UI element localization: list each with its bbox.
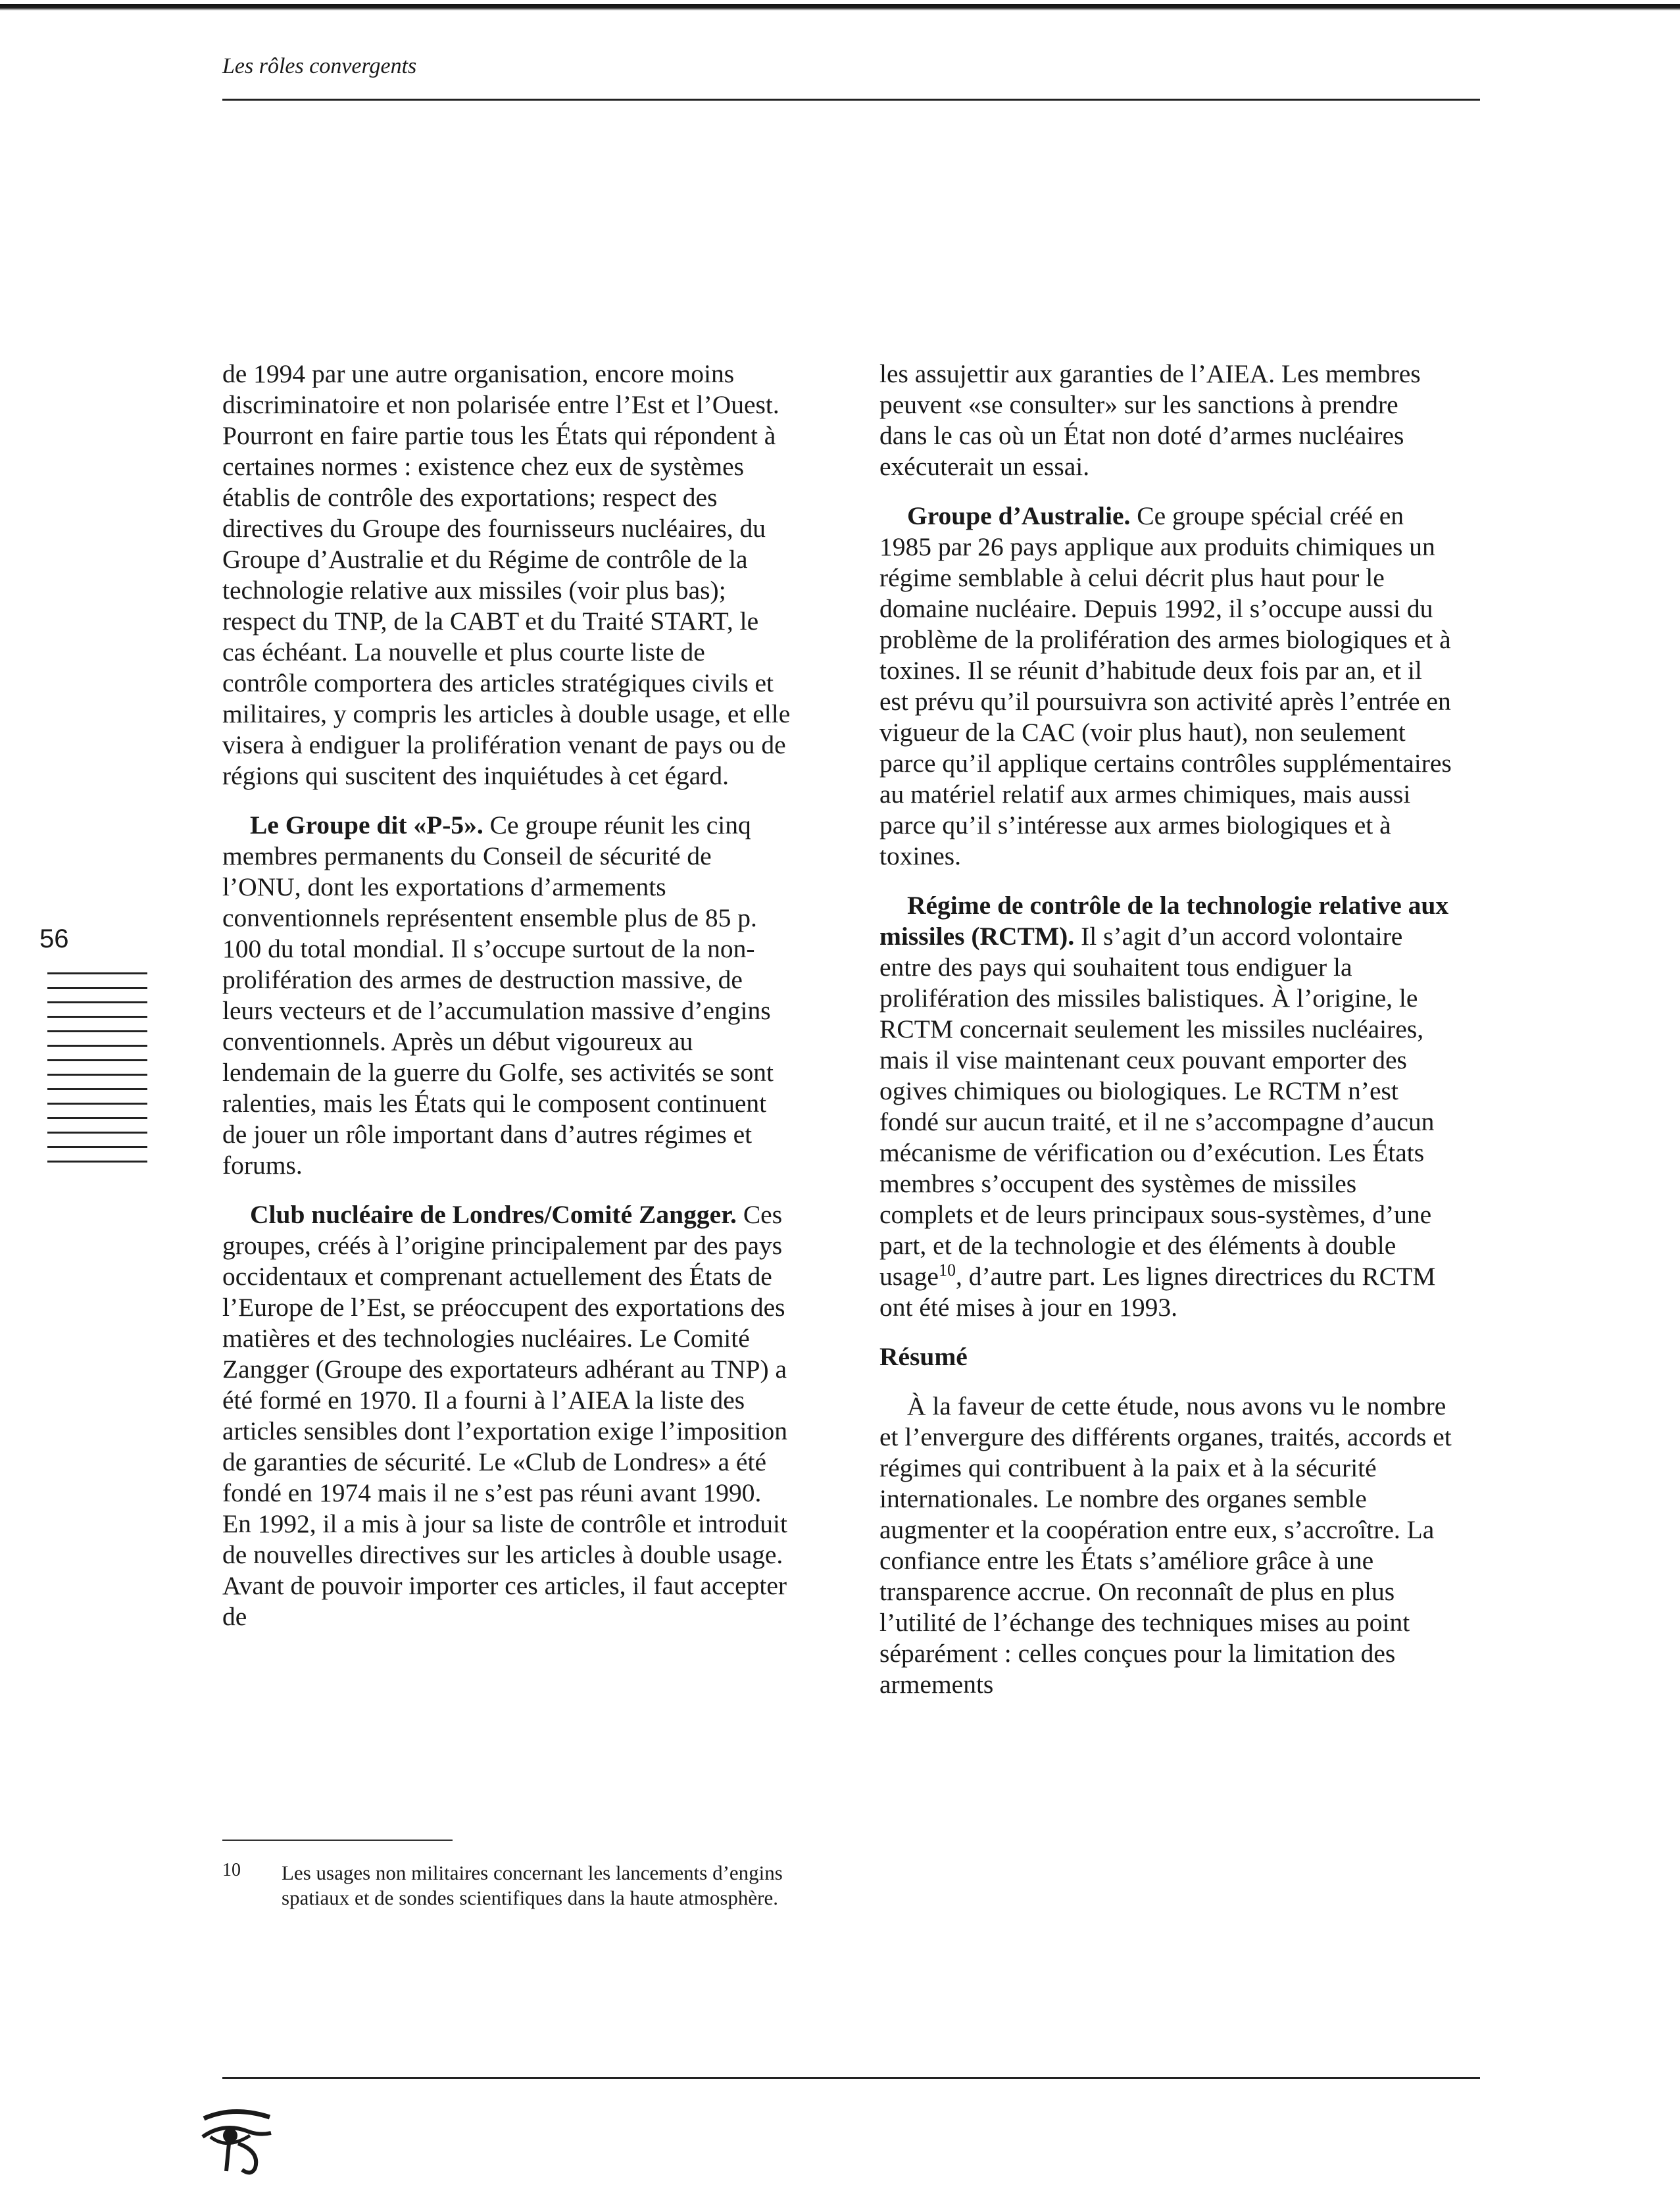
paragraph-heading: Groupe d’Australie. [907,501,1131,530]
running-title: Les rôles convergents [222,54,417,78]
paragraph-heading: Club nucléaire de Londres/Comité Zangger. [250,1200,737,1229]
paragraph [222,810,795,1181]
header-rule [222,99,1480,101]
paragraph [879,501,1452,872]
paragraph-heading: Le Groupe dit «P-5». [250,811,483,839]
footnote-text: Les usages non militaires concernant les lancements d’engins spatiaux et de sondes scientifiques dans la haute atmosphère. [282,1861,783,1909]
paragraph: de 1994 par une autre organisation, encore moins discriminatoire et non polarisée entre l’Est et l’Ouest. Pourront en faire partie tous les États qui répondent à certaines normes : existence chez eux de systèmes établis de contrôle des exportations; respect des directives du Groupe des fournisseurs nucléaires, du Groupe d’Australie et du Régime de contrôle de la technologie relative aux missiles (voir plus bas); respect du TNP, de la CABT et du Traité START, le cas échéant. La nouvelle et plus courte liste de contrôle comportera des articles stratégiques civils et militaires, y compris les articles à double usage, et elle visera à endiguer la prolifération venant de pays ou de régions qui suscitent des inquiétudes à cet égard. [222,359,791,790]
paragraph-body: Il s’agit d’un accord volontaire entre des pays qui souhaitent tous endiguer la prolifération des missiles balistiques. À l’origine, le RCTM concernait seulement les missiles nucléaires, mais il vise maintenant ceux pouvant emporter des ogives chimiques ou biologiques. Le RCTM n’est fondé sur aucun traité, et il ne s’accompagne d’aucun mécanisme de vérification ou d’exécution. Les États membres s’occupent des systèmes de missiles complets et de leurs principaux sous-systèmes, d’une part, et de la technologie et des éléments à double usage [879,922,1435,1291]
left-column [222,359,795,1651]
section-heading: Résumé [879,1342,968,1371]
eye-of-horus-icon [197,2105,276,2178]
paragraph-heading: Régime de contrôle de la technologie relative aux missiles (RCTM). [879,891,1449,951]
paragraph-body: Ce groupe spécial créé en 1985 par 26 pays applique aux produits chimiques un régime semblable à celui décrit plus haut pour le domaine nucléaire. Depuis 1992, il s’occupe aussi du problème de la prolifération des armes biologiques et à toxines. Il se réunit d’habitude deux fois par an, et il est prévu qu’il poursuivra son activité après l’entrée en vigueur de la CAC (voir plus haut), non seulement parce qu’il applique certains contrôles supplémentaires au matériel relatif aux armes chimiques, mais aussi parce qu’il s’intéresse aux armes biologiques et à toxines. [879,501,1452,870]
paragraph [222,1199,795,1632]
page-number: 56 [39,924,69,953]
footnote-rule [222,1840,453,1841]
paragraph-body: , d’autre part. Les lignes directrices du RCTM ont été mises à jour en 1993. [879,1262,1436,1322]
paragraph-body: Ce groupe réunit les cinq membres permanents du Conseil de sécurité de l’ONU, dont les exportations d’armements conventionnels représentent ensemble plus de 85 p. 100 du total mondial. Il s’occupe surtout de la non-prolifération des armes de destruction massive, de leurs vecteurs et de l’accumulation massive d’engins conventionnels. Après un début vigoureux au lendemain de la guerre du Golfe, ses activités se sont ralenties, mais les États qui le composent continuent de jouer un rôle important dans d’autres régimes et forums. [222,811,774,1180]
paragraph: À la faveur de cette étude, nous avons vu le nombre et l’envergure des différents organes, traités, accords et régimes qui contribuent à la paix et à la sécurité internationales. Le nombre des organes semble augmenter et la coopération entre eux, s’accroître. La confiance entre les États s’améliore grâce à une transparence accrue. On reconnaît de plus en plus l’utilité de l’échange des techniques mises au point séparément : celles conçues pour la limitation des armements [879,1391,1452,1699]
footnote-number: 10 [222,1860,241,1880]
scan-edge [0,4,1680,11]
footnote [222,1861,814,1911]
paragraph [879,890,1452,1323]
paragraph: les assujettir aux garanties de l’AIEA. Les membres peuvent «se consulter» sur les sanctions à prendre dans le cas où un État non doté d’armes nucléaires exécuterait un essai. [879,359,1421,481]
paragraph-body: Ces groupes, créés à l’origine principalement par des pays occidentaux et comprenant actuellement des États de l’Europe de l’Est, se préoccupent des exportations des matières et des technologies nucléaires. Le Comité Zangger (Groupe des exportateurs adhérant au TNP) a été formé en 1970. Il a fourni à l’AIEA la liste des articles sensibles dont l’exportation exige l’imposition de garanties de sécurité. Le «Club de Londres» a été fondé en 1974 mais il ne s’est pas réuni avant 1990. En 1992, il a mis à jour sa liste de contrôle et introduit de nouvelles directives sur les articles à double usage. Avant de pouvoir importer ces articles, il faut accepter de [222,1200,787,1631]
footnote-reference: 10 [938,1260,956,1280]
footer-rule [222,2077,1480,2079]
margin-decoration [47,972,147,1175]
right-column [879,359,1452,1718]
